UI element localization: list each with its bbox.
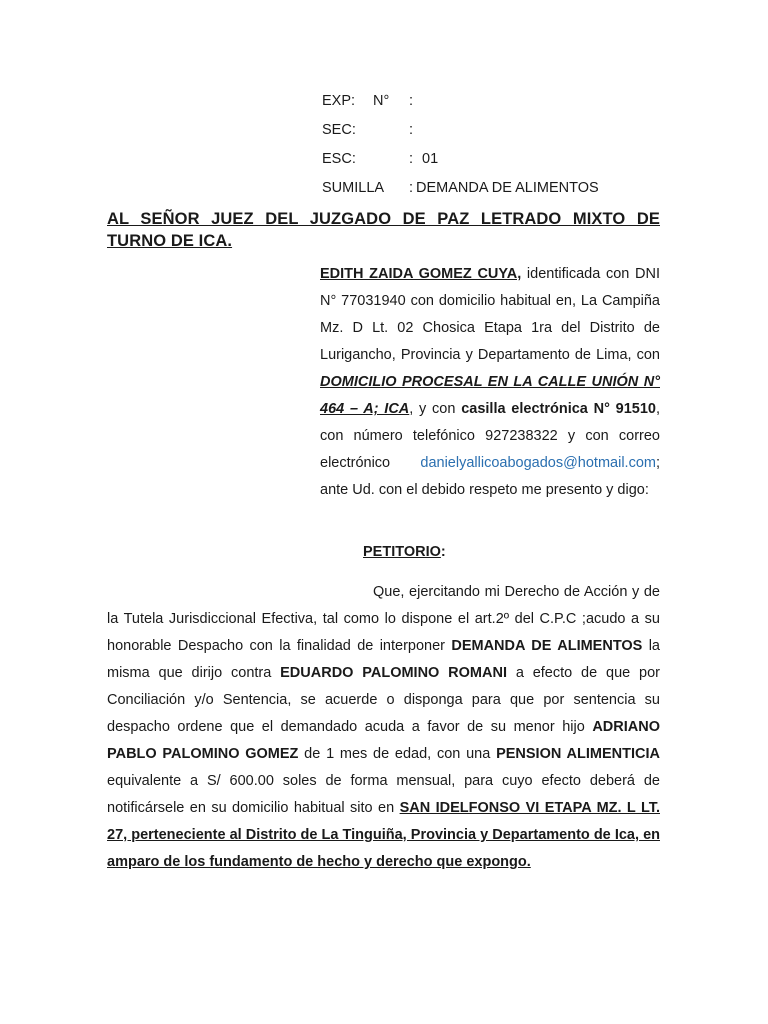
petitorio-label: PETITORIO [363, 544, 441, 560]
esc-value: 01 [422, 151, 439, 167]
sumilla-colon: : [409, 180, 414, 196]
child-name: ADRIANO PABLO PALOMINO GOMEZ [107, 719, 660, 762]
intro-text-4: ; ante Ud. con el debido respeto me presento y digo: [320, 455, 660, 498]
defendant-name: EDUARDO PALOMINO ROMANI [280, 665, 507, 681]
body-text-2: la misma que dirijo contra [107, 638, 660, 681]
email-link[interactable]: danielyallicoabogados@hotmail.com [420, 455, 656, 471]
body-text-1: Que, ejercitando mi Derecho de Acción y de la Tutela Jurisdiccional Efectiva, tal como lo dispone el art.2º del C.P.C ;acudo a su honorable Despacho con la finalidad de interponer [107, 584, 660, 654]
body-text-5: equivalente a S/ 600.00 soles de forma mensual, para cuyo efecto deberá de notificársele en su domicilio habitual sito en [107, 773, 660, 816]
procedural-address: DOMICILIO PROCESAL EN LA CALLE UNIÓN N° 464 – A; ICA [320, 374, 660, 417]
sec-label: SEC: [322, 122, 356, 138]
intro-text-3: , con número telefónico 927238322 y con correo electrónico [320, 401, 660, 471]
pension-label: PENSION ALIMENTICIA [496, 746, 660, 762]
plaintiff-name: EDITH ZAIDA GOMEZ CUYA, [320, 266, 522, 282]
petitorio-colon: : [440, 544, 446, 560]
addressee-title: AL SEÑOR JUEZ DEL JUZGADO DE PAZ LETRADO MIXTO DE TURNO DE ICA. [107, 210, 660, 250]
exp-label: EXP: [322, 93, 356, 109]
demand-type: DEMANDA DE ALIMENTOS [451, 638, 643, 654]
sumilla-value: DEMANDA DE ALIMENTOS [416, 180, 599, 196]
body-text-3: a efecto de que por Conciliación y/o Sentencia, se acuerde o disponga para que por sentencia su despacho ordene que el demandado acuda a favor de su menor hijo [107, 665, 660, 735]
body-text-4: de 1 mes de edad, con una [298, 746, 497, 762]
intro-text-1: identificada con DNI N° 77031940 con domicilio habitual en, La Campiña Mz. D Lt. 02 Chosica Etapa 1ra del Distrito de Lurigancho, Provincia y Departamento de Lima, con [320, 266, 660, 363]
sumilla-label: SUMILLA [322, 180, 385, 196]
petitorio-heading [363, 541, 446, 563]
defendant-address: SAN IDELFONSO VI ETAPA MZ. L LT. 27, perteneciente al Distrito de La Tinguiña, Provincia y Departamento de Ica, en amparo de los fundamento de hecho y derecho que expongo. [107, 800, 660, 870]
intro-paragraph [320, 261, 660, 504]
esc-colon: : [409, 151, 414, 167]
esc-label: ESC: [322, 151, 356, 167]
sec-colon: : [409, 122, 414, 138]
electronic-box: casilla electrónica N° 91510 [461, 401, 656, 417]
exp-colon: : [409, 93, 414, 109]
intro-text-2: , y con [409, 401, 462, 417]
exp-number-label: N° [373, 93, 390, 109]
petitorio-paragraph [107, 579, 660, 876]
